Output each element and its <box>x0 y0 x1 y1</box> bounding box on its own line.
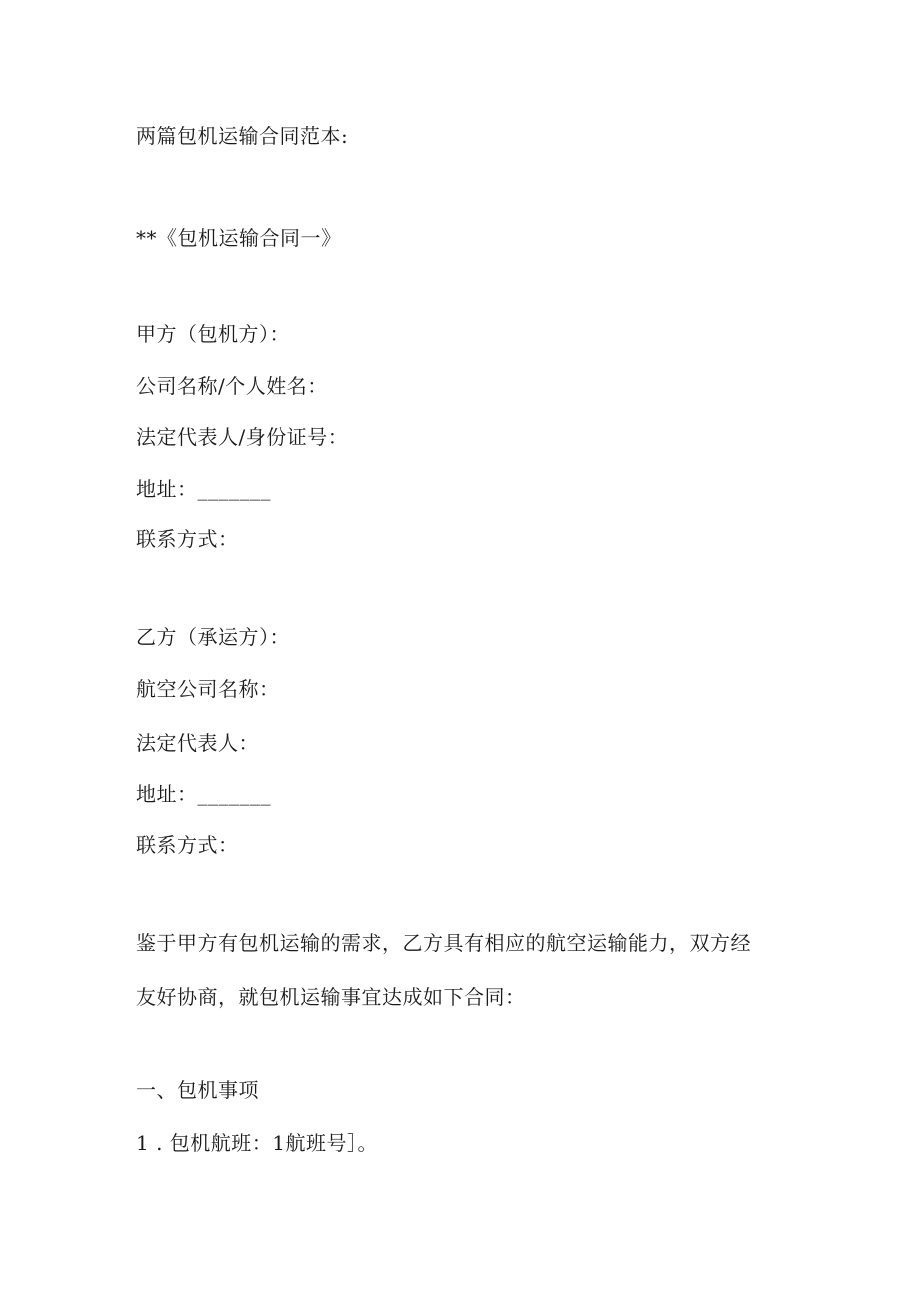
contract-heading: **《包机运输合同一》 <box>136 226 342 250</box>
section-1-heading: 一、包机事项 <box>136 1078 259 1102</box>
party-b-address-blank: _______ <box>197 782 271 806</box>
party-b-rep-label: 法定代表人： <box>136 731 259 755</box>
party-a-address-label: 地址： <box>136 477 198 501</box>
party-a-address-row <box>136 477 271 501</box>
party-a-company-label: 公司名称/个人姓名： <box>136 374 328 398</box>
party-b-address-row <box>136 782 271 806</box>
preamble-line-2: 友好协商，就包机运输事宜达成如下合同： <box>136 985 526 1009</box>
party-b-address-label: 地址： <box>136 782 198 806</box>
party-a-address-blank: _______ <box>197 477 271 501</box>
preamble-line-1: 鉴于甲方有包机运输的需求，乙方具有相应的航空运输能力，双方经 <box>136 931 751 955</box>
section-1-item-1: 1 . 包机航班：1航班号］。 <box>136 1131 379 1155</box>
party-b-airline-label: 航空公司名称： <box>136 677 280 701</box>
party-b-heading: 乙方（承运方）： <box>136 625 290 649</box>
party-a-rep-label: 法定代表人/身份证号： <box>136 425 349 449</box>
document-title: 两篇包机运输合同范本: <box>136 124 349 148</box>
party-a-contact-label: 联系方式： <box>136 527 239 551</box>
party-b-contact-label: 联系方式： <box>136 833 239 857</box>
party-a-heading: 甲方（包机方）： <box>136 322 290 346</box>
